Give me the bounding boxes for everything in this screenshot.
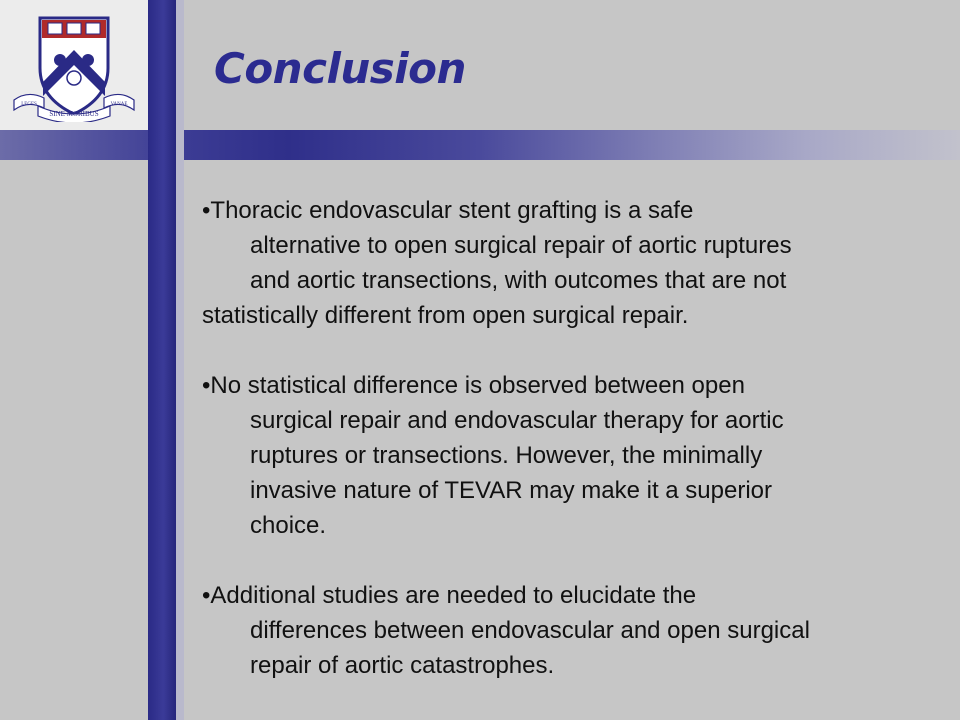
- bullet-text-line: differences between endovascular and open surgical: [250, 617, 810, 644]
- slide-title: Conclusion: [214, 44, 466, 93]
- bullet-text-line: choice.: [250, 512, 327, 539]
- crest-left-scroll: LEGES: [21, 102, 37, 107]
- bullet-text-line: No statistical difference is observed between open: [210, 372, 745, 399]
- left-panel: [0, 160, 148, 720]
- bullet-text-line: surgical repair and endovascular therapy for aortic: [250, 407, 784, 434]
- crest-motto: SINE MORIBUS: [49, 110, 99, 118]
- bullet-item: [202, 578, 952, 683]
- bullet-text-line: ruptures or transections. However, the minimally: [250, 442, 763, 469]
- bullet-text-line: alternative to open surgical repair of aortic ruptures: [250, 232, 792, 259]
- bullet-text-line: invasive nature of TEVAR may make it a superior: [250, 477, 772, 504]
- university-crest-logo: [10, 10, 138, 122]
- bullet-text-line: statistically different from open surgical repair.: [202, 302, 689, 329]
- bullet-item: [202, 368, 952, 543]
- vertical-accent-bar: [148, 0, 176, 720]
- bullet-text-line: Additional studies are needed to elucidate the: [210, 582, 697, 609]
- bullet-text-line: and aortic transections, with outcomes that are not: [250, 267, 787, 294]
- bullet-item: [202, 193, 952, 333]
- vertical-accent-highlight: [176, 0, 184, 720]
- bullet-marker: •: [202, 197, 211, 224]
- horizontal-accent-bar: [0, 130, 960, 160]
- bullet-text-line: Thoracic endovascular stent grafting is a safe: [210, 197, 694, 224]
- bullet-marker: •: [202, 372, 211, 399]
- bullet-text-line: repair of aortic catastrophes.: [250, 652, 555, 679]
- crest-right-scroll: VANAE: [110, 102, 128, 107]
- bullet-marker: •: [202, 582, 211, 609]
- conclusion-bullet-list: [202, 193, 952, 683]
